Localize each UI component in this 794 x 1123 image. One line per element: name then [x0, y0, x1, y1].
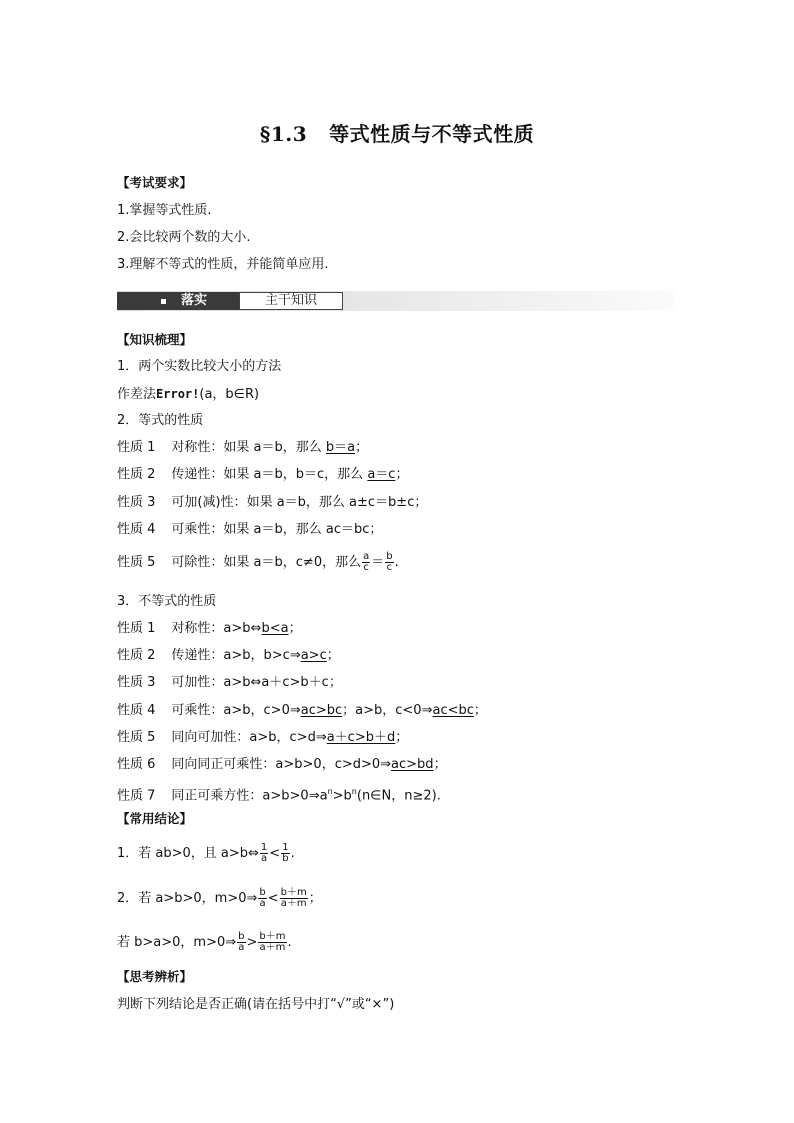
ineq-text-mid: >b — [332, 788, 352, 804]
ineq-label: 性质 7 — [117, 788, 156, 804]
eq-end: . — [394, 555, 399, 570]
eq-label: 性质 4 — [117, 522, 156, 537]
s1-suffix: (a，b∈R) — [199, 387, 260, 402]
s1-body — [117, 385, 259, 404]
numerator: b＋m — [259, 931, 286, 942]
thinking-text: 判断下列结论是否正确(请在括号中打“√”或“×”) — [117, 997, 395, 1012]
exponent: n — [351, 787, 357, 796]
eq-property-5 — [117, 550, 399, 576]
ineq-property-7 — [117, 783, 441, 805]
ineq-property-4 — [117, 702, 487, 720]
fraction — [280, 888, 308, 909]
ineq-name: 同向同正可乘性： — [171, 757, 276, 772]
conclusion-end: ； — [308, 891, 322, 906]
denominator: a — [238, 942, 245, 953]
ineq-label: 性质 6 — [117, 757, 156, 772]
denominator: a — [261, 853, 268, 864]
ineq-name: 传递性： — [171, 648, 224, 663]
fraction — [260, 843, 268, 864]
ineq-end: (n∈N，n≥2). — [356, 788, 441, 804]
exam-heading: 【考试要求】 — [117, 175, 193, 190]
ineq-answer: ac>bd — [391, 757, 434, 772]
eq-end: ； — [395, 467, 409, 482]
operator: > — [246, 935, 258, 950]
section-banner — [117, 291, 675, 311]
denominator: a＋m — [280, 898, 307, 909]
eq-name: 可除性： — [171, 555, 224, 570]
numerator: 1 — [260, 842, 268, 853]
eq-property-3 — [117, 494, 427, 512]
fraction — [385, 552, 393, 573]
fraction — [281, 843, 289, 864]
ineq-label: 性质 4 — [117, 703, 156, 718]
ineq-answer: a>c — [300, 648, 327, 663]
conclusions-heading: 【常用结论】 — [117, 811, 193, 826]
ineq-answer-2: ac<bc — [432, 703, 474, 718]
eq-property-1 — [117, 439, 368, 457]
equals-sign: ＝ — [371, 555, 385, 570]
eq-label: 性质 5 — [117, 555, 156, 570]
s1-title: 1．两个实数比较大小的方法 — [117, 359, 282, 374]
ineq-name: 可加性： — [171, 675, 224, 690]
denominator: a＋m — [259, 942, 286, 953]
operator: < — [269, 846, 281, 861]
conclusion-end: . — [287, 935, 292, 950]
eq-label: 性质 3 — [117, 495, 156, 510]
ineq-text: a>b，c>d⇒ — [249, 730, 327, 745]
thinking-heading: 【思考辨析】 — [117, 969, 193, 984]
ineq-end: ； — [433, 757, 447, 772]
denominator: c — [386, 562, 393, 573]
exam-item-3: 3.理解不等式的性质，并能简单应用. — [117, 257, 329, 272]
ineq-property-1 — [117, 620, 302, 638]
eq-text: 如果 a＝b，那么 — [223, 440, 326, 455]
eq-label: 性质 2 — [117, 467, 156, 482]
s3-title: 3．不等式的性质 — [117, 594, 217, 609]
eq-name: 传递性： — [171, 467, 224, 482]
error-text: Error! — [156, 387, 200, 401]
ineq-property-6 — [117, 756, 447, 774]
eq-label: 性质 1 — [117, 440, 156, 455]
conclusion-end: . — [290, 846, 295, 861]
fraction — [258, 932, 286, 953]
ineq-label: 性质 1 — [117, 621, 156, 636]
ineq-label: 性质 2 — [117, 648, 156, 663]
exam-item-1: 1.掌握等式性质. — [117, 203, 212, 218]
denominator: b — [282, 853, 289, 864]
conclusion-text: 若 b>a>0，m>0⇒ — [117, 935, 237, 950]
conclusion-1 — [117, 841, 295, 867]
denominator: c — [363, 562, 369, 573]
ineq-label: 性质 5 — [117, 730, 156, 745]
eq-name: 可加(减)性： — [171, 495, 247, 510]
ineq-text: a>b>0⇒a — [262, 788, 328, 804]
page-title — [0, 118, 794, 147]
ineq-name: 可乘性： — [171, 703, 224, 718]
exponent: n — [327, 787, 333, 796]
ineq-answer: ac>bc — [300, 703, 343, 718]
numerator: a — [363, 551, 370, 562]
numerator: b — [386, 551, 393, 562]
conclusion-3 — [117, 930, 292, 956]
ineq-property-3 — [117, 674, 342, 692]
numerator: 1 — [282, 842, 289, 853]
banner-dark-label: 落实 — [181, 293, 208, 308]
eq-answer: b＝a — [325, 440, 356, 455]
eq-property-4 — [117, 521, 382, 539]
operator: < — [267, 891, 279, 906]
eq-text: 如果 a＝b，那么 a±c＝b±c； — [246, 495, 428, 510]
eq-name: 对称性： — [171, 440, 224, 455]
eq-end: ； — [355, 440, 369, 455]
title-text: 等式性质与不等式性质 — [329, 122, 535, 146]
ineq-answer: a＋c>b＋d — [326, 730, 396, 745]
knowledge-heading: 【知识梳理】 — [117, 332, 193, 347]
ineq-name: 对称性： — [171, 621, 224, 636]
ineq-text: a>b，b>c⇒ — [223, 648, 301, 663]
fraction — [237, 932, 245, 953]
eq-text: 如果 a＝b，那么 ac＝bc； — [223, 522, 383, 537]
ineq-text: a>b，c>0⇒ — [223, 703, 301, 718]
conclusion-text: 1．若 ab>0，且 a>b⇔ — [117, 846, 259, 861]
ineq-property-2 — [117, 647, 340, 665]
ineq-text: a>b>0，c>d>0⇒ — [275, 757, 392, 772]
s1-prefix: 作差法 — [117, 387, 157, 402]
ineq-end: ； — [326, 648, 340, 663]
conclusion-2 — [117, 886, 322, 912]
section-number: §1.3 — [259, 122, 308, 146]
s2-title: 2．等式的性质 — [117, 413, 204, 428]
banner-light-tab: 主干知识 — [239, 292, 343, 310]
ineq-end: ； — [473, 703, 487, 718]
ineq-end: ； — [395, 730, 409, 745]
ineq-name: 同向可加性： — [171, 730, 250, 745]
numerator: b — [259, 887, 266, 898]
ineq-end: ； — [288, 621, 302, 636]
fraction — [362, 552, 370, 573]
ineq-text: a>b⇔ — [223, 621, 262, 636]
conclusion-text: 2．若 a>b>0，m>0⇒ — [117, 891, 258, 906]
banner-dark-tab — [117, 292, 239, 310]
fraction — [258, 888, 266, 909]
eq-answer: a＝c — [367, 467, 396, 482]
ineq-answer: b<a — [261, 621, 289, 636]
numerator: b＋m — [280, 887, 307, 898]
ineq-name: 同正可乘方性： — [171, 788, 263, 804]
eq-name: 可乘性： — [171, 522, 224, 537]
ineq-label: 性质 3 — [117, 675, 156, 690]
ineq-text-mid: ；a>b，c<0⇒ — [342, 703, 433, 718]
ineq-property-5 — [117, 729, 408, 747]
square-bullet-icon — [161, 299, 166, 304]
ineq-text: a>b⇔a＋c>b＋c； — [223, 675, 342, 690]
eq-text: 如果 a＝b，c≠0，那么 — [223, 555, 362, 570]
eq-text: 如果 a＝b，b＝c，那么 — [223, 467, 368, 482]
denominator: a — [259, 898, 266, 909]
exam-item-2: 2.会比较两个数的大小. — [117, 230, 251, 245]
eq-property-2 — [117, 466, 408, 484]
numerator: b — [238, 931, 245, 942]
